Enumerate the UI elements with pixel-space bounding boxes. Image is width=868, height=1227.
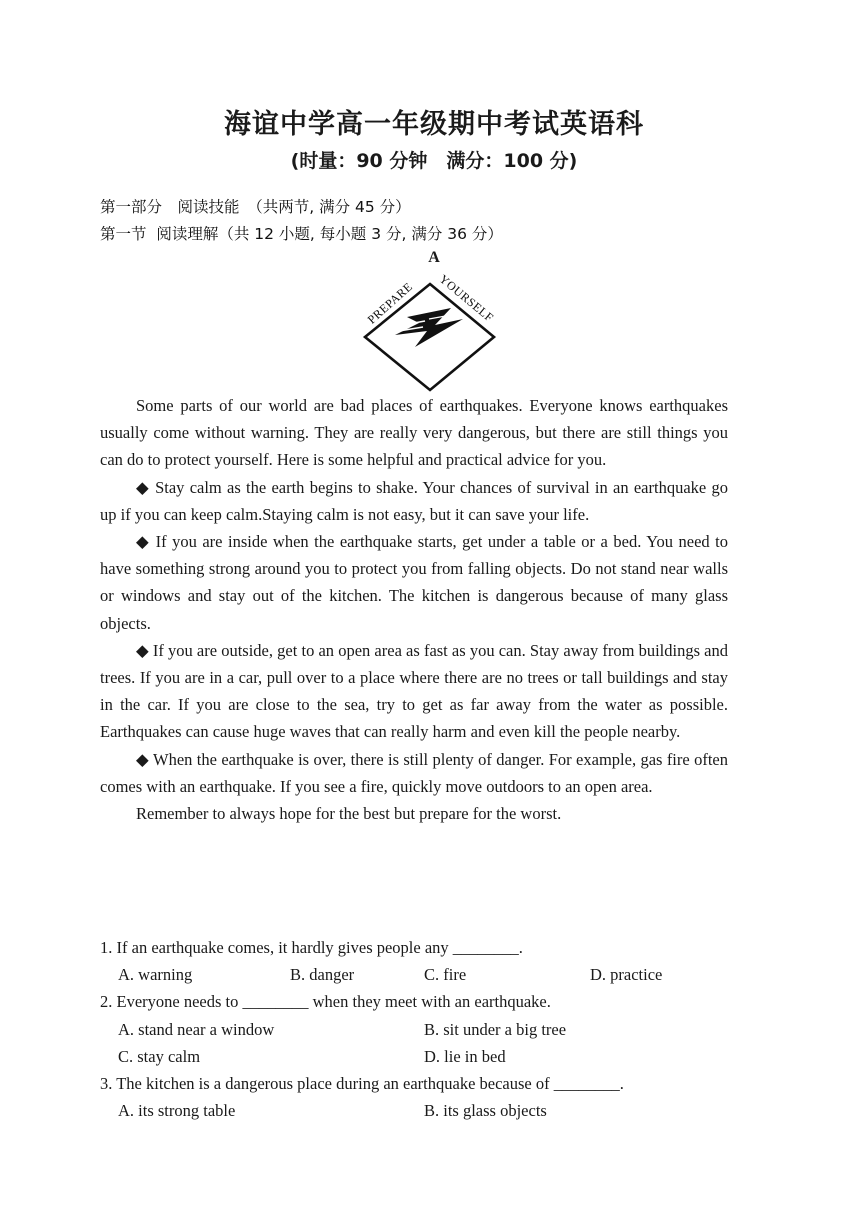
prepare-yourself-logo xyxy=(355,265,505,393)
option-d: D. lie in bed xyxy=(424,1046,506,1066)
option-b: B. danger xyxy=(290,965,355,985)
passage-paragraph: ◆ If you are inside when the earthquake starts, get under a table or a bed. You need to have something strong around you to protect you from falling objects. Do not stand near walls or windows and stay out of the kitchen. The kitchen is dangerous because of many glass objects. xyxy=(100,532,728,633)
logo-right-text: YOURSELF xyxy=(436,271,497,325)
option-a: A. stand near a window xyxy=(118,1019,275,1039)
lightning-bolt-icon xyxy=(395,308,463,347)
passage-paragraph: ◆ If you are outside, get to an open area as fast as you can. Stay away from buildings and trees. If you are in a car, pull over to a place where there are no trees or tall buildings and stay in the car. If you are close to the sea, try to get as far away from the water as possible. Earthquakes can cause huge waves that can really harm and even kill the people nearby. xyxy=(100,640,728,742)
logo-left-text: PREPARE xyxy=(364,279,416,327)
option-a: A. warning xyxy=(118,965,193,985)
option-b: B. its glass objects xyxy=(424,1101,547,1121)
question-stem: 1. If an earthquake comes, it hardly gives people any ________. xyxy=(100,938,523,957)
exam-title: 海谊中学高一年级期中考试英语科 xyxy=(224,109,644,140)
part-heading: 第一部分 阅读技能 （共两节, 满分 45 分） xyxy=(100,198,411,216)
question-stem: 2. Everyone needs to ________ when they meet with an earthquake. xyxy=(100,992,551,1012)
question-options xyxy=(118,1016,728,1070)
section-heading: 第一节 阅读理解（共 12 小题, 每小题 3 分, 满分 36 分） xyxy=(100,225,503,243)
option-c: C. fire xyxy=(424,965,467,985)
passage-paragraph: ◆ When the earthquake is over, there is still plenty of danger. For example, gas fire often comes with an earthquake. If you see a fire, quickly move outdoors to an open area. xyxy=(100,749,728,796)
question-list xyxy=(100,934,728,1124)
question-options xyxy=(118,961,728,988)
passage-paragraph: ◆ Stay calm as the earth begins to shake. Your chances of survival in an earthquake go up if you can keep calm.Staying calm is not easy, but it can save your life. xyxy=(100,477,728,524)
option-d: D. practice xyxy=(590,965,663,985)
question-options xyxy=(118,1097,728,1124)
exam-subtitle: (时量：90 分钟 满分：100 分) xyxy=(290,150,578,172)
option-a: A. its strong table xyxy=(118,1101,236,1121)
passage-paragraph: Remember to always hope for the best but prepare for the worst. xyxy=(136,804,562,824)
passage-label: A xyxy=(428,249,440,266)
option-b: B. sit under a big tree xyxy=(424,1019,567,1039)
question-stem: 3. The kitchen is a dangerous place during an earthquake because of ________. xyxy=(100,1074,624,1094)
passage-body xyxy=(100,392,728,827)
option-c: C. stay calm xyxy=(118,1046,201,1066)
passage-paragraph: Some parts of our world are bad places of earthquakes. Everyone knows earthquakes usually come without warning. They are really very dangerous, but there are still things you can do to protect yourself. Here is some helpful and practical advice for you. xyxy=(100,396,728,470)
